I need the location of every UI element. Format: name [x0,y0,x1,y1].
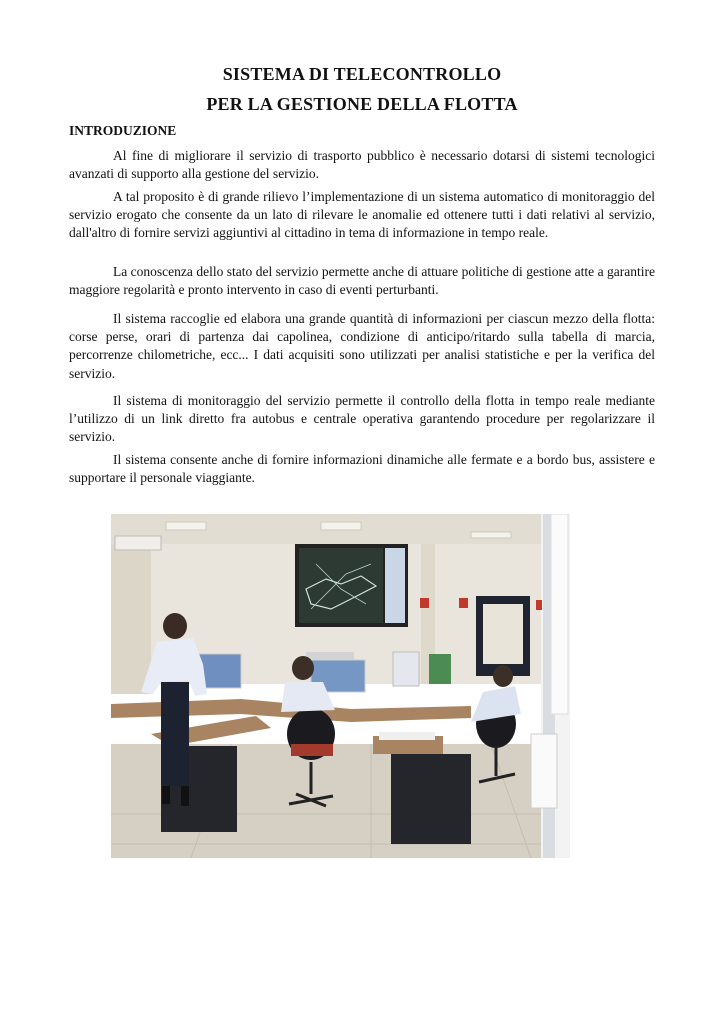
paragraph-1: Al fine di migliorare il servizio di trasporto pubblico è necessario dotarsi di sistemi tecnologici avanzati di supporto alla gestione del servizio. [69,148,655,182]
paragraph-6: Il sistema consente anche di fornire informazioni dinamiche alle fermate e a bordo bus, assistere e supportare il personale viaggiante. [69,452,655,486]
paragraph-5: Il sistema di monitoraggio del servizio permette il controllo della flotta in tempo reale mediante l’utilizzo di un link diretto fra autobus e centrale operativa garantendo procedure per regolarizzare il servizio. [69,393,655,445]
paragraph-4: Il sistema raccoglie ed elabora una grande quantità di informazioni per ciascun mezzo della flotta: corse perse, orari di partenza dai capolinea, condizione di anticipo/ritardo sulla tabella di marcia, percorrenze chilometriche, ecc... I dati acquisiti sono utilizzati per analisi statistiche e per la verifica del servizio. [69,311,655,381]
paragraph-2: A tal proposito è di grande rilievo l’implementazione di un sistema automatico di monitoraggio del servizio erogato che consente da un lato di rilevare le anomalie ed ottenere tutti i dati relativi al servizio, dall'altro di fornire servizi aggiuntivi al cittadino in tema di informazione in tempo reale. [69,189,655,241]
document-title-line-1: SISTEMA DI TELECONTROLLO [222,64,502,84]
document-title-line-2: PER LA GESTIONE DELLA FLOTTA [206,94,518,114]
control-room-photo [111,514,570,858]
paragraph-3: La conoscenza dello stato del servizio permette anche di attuare politiche di gestione atte a garantire maggiore regolarità e pronto intervento in caso di eventi perturbanti. [69,264,655,298]
section-heading: INTRODUZIONE [69,123,177,138]
